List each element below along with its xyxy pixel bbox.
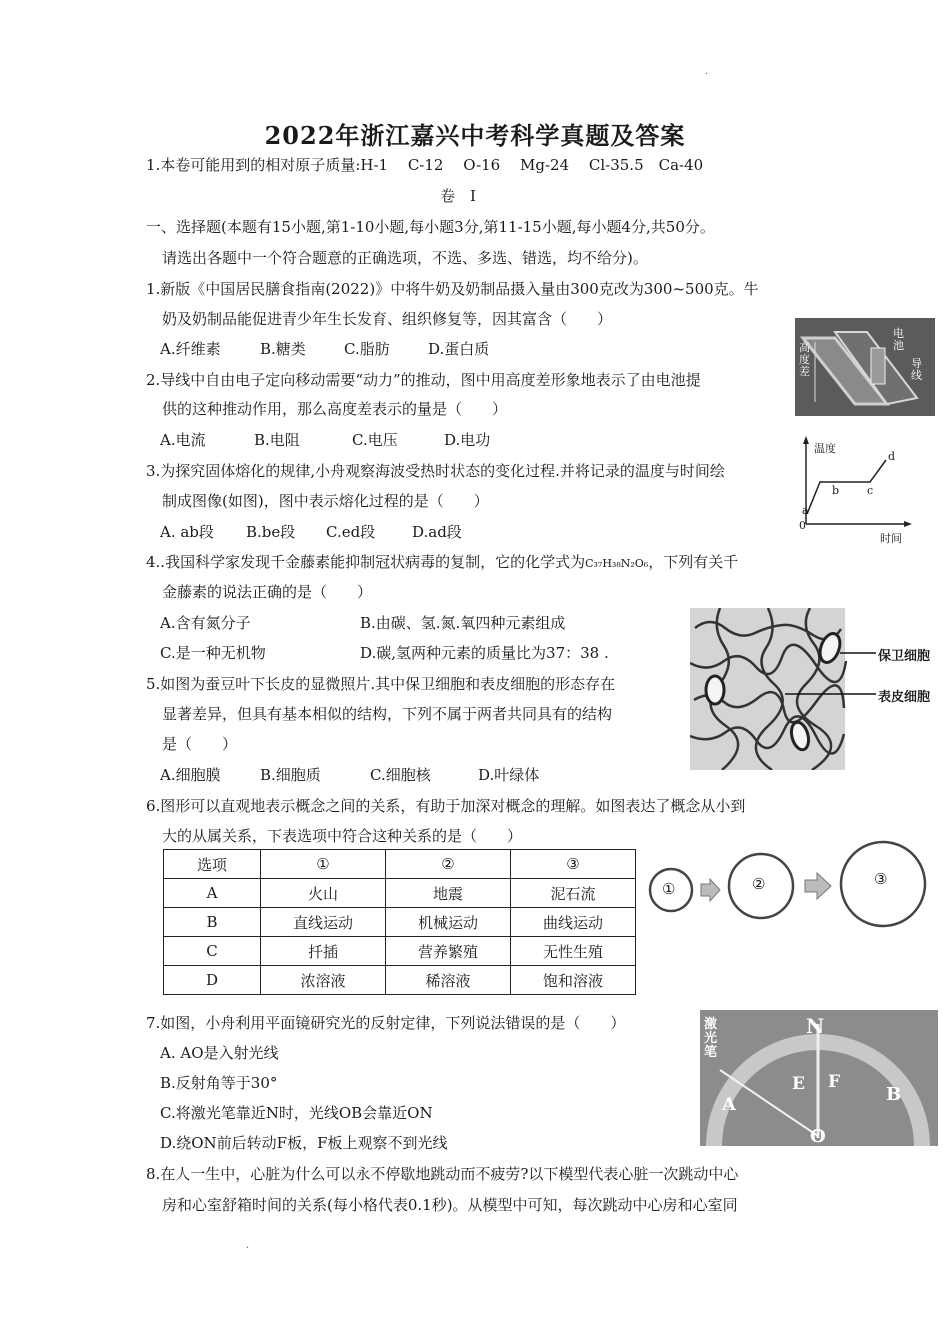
table-cell: 饱和溶液 [511, 966, 636, 995]
volume-label: 卷 I [440, 187, 476, 205]
q1-option-c: C.脂肪 [344, 340, 390, 358]
section-instruction-1: 一、选择题(本题有15小题,第1-10小题,每小题3分,第11-15小题,每小题4分,共50分。 [146, 218, 715, 236]
label-e: E [792, 1074, 805, 1094]
table-cell: 泥石流 [511, 879, 636, 908]
point-c-label: c [867, 484, 874, 497]
stoma-left [706, 676, 724, 704]
q4-option-c: C.是一种无机物 [160, 644, 266, 662]
q1-option-d: D.蛋白质 [428, 340, 490, 358]
table-cell: 营养繁殖 [386, 937, 511, 966]
q3-option-c: C.ed段 [326, 523, 376, 541]
table-header-cell: ① [261, 850, 386, 879]
q7-option-a: A. AO是入射光线 [160, 1044, 279, 1062]
table-cell: 机械运动 [386, 908, 511, 937]
height-diff-label: 高度差 [799, 341, 810, 378]
q7-option-c: C.将激光笔靠近N时，光线OB会靠近ON [160, 1104, 433, 1122]
table-cell: D [164, 966, 261, 995]
q1-stem-2: 奶及奶制品能促进青少年生长发育、组织修复等，因其富含（ ） [162, 310, 613, 328]
q4-option-b: B.由碳、氢.氮.氧四种元素组成 [360, 614, 566, 632]
table-header-cell: 选项 [164, 850, 261, 879]
mirror-reflection-figure [700, 1010, 938, 1146]
circle-label-2: ② [752, 875, 766, 893]
q6-stem-1: 6.图形可以直观地表示概念之间的关系，有助于加深对概念的理解。如图表达了概念从小到 [146, 797, 746, 815]
q6-options-table [163, 849, 636, 995]
table-cell: B [164, 908, 261, 937]
table-cell: C [164, 937, 261, 966]
q4-option-a: A.含有氮分子 [160, 614, 251, 632]
q3-option-b: B.be段 [246, 523, 296, 541]
y-axis-label: 温度 [814, 442, 836, 455]
q2-option-b: B.电阻 [254, 431, 300, 449]
table-cell: 火山 [261, 879, 386, 908]
q8-stem-1: 8.在人一生中，心脏为什么可以永不停歇地跳动而不疲劳?以下模型代表心脏一次跳动中心 [146, 1165, 739, 1183]
q3-option-d: D.ad段 [412, 523, 462, 541]
point-b-label: b [832, 484, 840, 497]
q7-stem-1: 7.如图，小舟利用平面镜研究光的反射定律，下列说法错误的是（ ） [146, 1014, 626, 1032]
atomic-masses-note: 1.本卷可能用到的相对原子质量:H-1 C-12 O-16 Mg-24 Cl-35.5 Ca-40 [146, 156, 704, 174]
origin-label: 0 [799, 519, 806, 532]
q2-stem-1: 2.导线中自由电子定向移动需要“动力”的推动，图中用高度差形象地表示了由电池提 [146, 371, 701, 389]
table-cell: 浓溶液 [261, 966, 386, 995]
q6-stem-2: 大的从属关系，下表选项中符合这种关系的是（ ） [162, 827, 523, 845]
y-axis-arrow-icon [803, 436, 809, 444]
q8-stem-2: 房和心室舒箱时间的关系(每小格代表0.1秒)。从模型中可知，每次跳动中心房和心室同 [162, 1196, 738, 1214]
leaf-epidermis-micrograph [690, 608, 940, 770]
table-header-cell: ③ [511, 850, 636, 879]
q4-option-d: D.碳,氢两种元素的质量比为37：38 . [360, 644, 609, 662]
label-f: F [828, 1072, 841, 1092]
q7-option-d: D.绕ON前后转动F板，F板上观察不到光线 [160, 1134, 448, 1152]
q4-stem-1 [146, 552, 738, 574]
q5-stem-3: 是（ ） [162, 735, 238, 753]
q5-stem-1: 5.如图为蚕豆叶下长皮的显微照片.其中保卫细胞和表皮细胞的形态存在 [146, 675, 616, 693]
q2-option-d: D.电功 [444, 431, 491, 449]
wire-label: 导线 [911, 357, 922, 382]
q5-option-c: C.细胞核 [370, 766, 431, 784]
q5-stem-2: 显著差异，但具有基本相似的结构，下列不属于两者共同具有的结构 [162, 705, 613, 723]
q3-stem-2: 制成图像(如图)，图中表示熔化过程的是（ ） [162, 492, 489, 510]
q4-stem-2: 金藤素的说法正确的是（ ） [162, 583, 373, 601]
scan-dot-bottom: . [246, 1240, 250, 1251]
concept-circles-figure [645, 838, 935, 944]
table-row [164, 908, 636, 937]
x-axis-label: 时间 [880, 532, 902, 545]
q2-option-a: A.电流 [160, 431, 206, 449]
table-row [164, 879, 636, 908]
q5-option-a: A.细胞膜 [160, 766, 221, 784]
q4-stem-1-a: 4..我国科学家发现千金藤素能抑制冠状病毒的复制，它的化学式为 [146, 553, 586, 571]
point-a-label: a [802, 504, 809, 517]
arrow-right-icon [701, 879, 720, 901]
arrow-right-icon [805, 873, 831, 899]
q4-formula: C₃₇H₃₈N₂O₆ [585, 557, 649, 570]
table-cell: A [164, 879, 261, 908]
page-title: 2022年浙江嘉兴中考科学真题及答案 [264, 121, 686, 150]
q1-stem-1: 1.新版《中国居民膳食指南(2022)》中将牛奶及奶制品摄入量由300克改为300~500克。牛 [146, 280, 759, 298]
circle-label-3: ③ [874, 870, 888, 888]
q3-stem-1: 3.为探究固体熔化的规律,小舟观察海波受热时状态的变化过程.并将记录的温度与时间绘 [146, 462, 725, 480]
label-o: O [810, 1126, 826, 1147]
q4-stem-1-b: ，下列有关千 [648, 553, 739, 571]
guard-cell-label: 保卫细胞 [878, 649, 931, 664]
q1-option-a: A.纤维素 [160, 340, 221, 358]
label-b: B [886, 1084, 902, 1105]
q7-option-b: B.反射角等于30° [160, 1074, 278, 1092]
section-instruction-2: 请选出各题中一个符合题意的正确选项，不选、多选、错选，均不给分)。 [162, 249, 648, 267]
table-header-row [164, 850, 636, 879]
table-cell: 地震 [386, 879, 511, 908]
q3-option-a: A. ab段 [160, 523, 214, 541]
scan-dot-top: . [705, 66, 709, 77]
label-a: A [722, 1094, 736, 1115]
laser-pen-label: 激光笔 [704, 1017, 718, 1060]
table-cell: 扦插 [261, 937, 386, 966]
table-row [164, 966, 636, 995]
battery-height-figure [795, 318, 935, 416]
q2-stem-2: 供的这种推动作用，那么高度差表示的量是（ ） [162, 400, 508, 418]
q5-option-d: D.叶绿体 [478, 766, 540, 784]
temperature-time-graph [790, 434, 915, 546]
q1-option-b: B.糖类 [260, 340, 306, 358]
table-cell: 直线运动 [261, 908, 386, 937]
circle-label-1: ① [662, 880, 676, 898]
battery-label: 电池 [893, 327, 904, 352]
q5-option-b: B.细胞质 [260, 766, 321, 784]
x-axis-arrow-icon [904, 521, 912, 527]
table-cell: 曲线运动 [511, 908, 636, 937]
table-cell: 无性生殖 [511, 937, 636, 966]
point-d-label: d [888, 450, 896, 463]
q2-option-c: C.电压 [352, 431, 398, 449]
table-header-cell: ② [386, 850, 511, 879]
temperature-curve [807, 460, 886, 514]
table-row [164, 937, 636, 966]
table-cell: 稀溶液 [386, 966, 511, 995]
label-n: N [806, 1014, 825, 1038]
epidermal-cell-label: 表皮细胞 [878, 690, 931, 705]
